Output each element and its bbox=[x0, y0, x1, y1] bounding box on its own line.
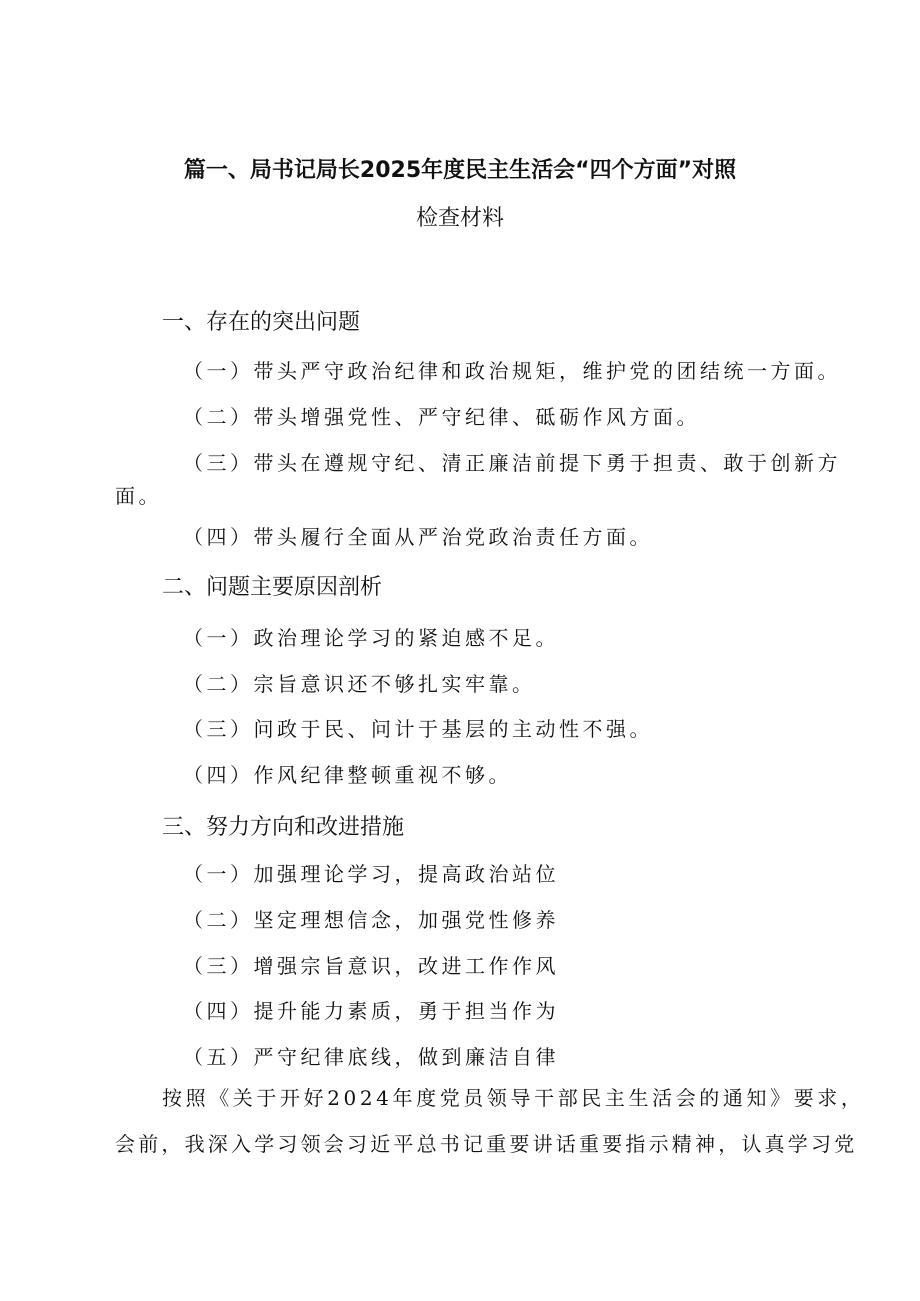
list-item: （三）带头在遵规守纪、清正廉洁前提下勇于担责、敢于创新方 bbox=[183, 451, 841, 475]
list-item: （一）政治理论学习的紧迫感不足。 bbox=[183, 626, 559, 650]
list-item: （四）带头履行全面从严治党政治责任方面。 bbox=[183, 525, 653, 549]
list-item: （二）带头增强党性、严守纪律、砥砺作风方面。 bbox=[183, 405, 700, 429]
body-paragraph-line-1: 按照《关于开好2024年度党员领导干部民主生活会的通知》要求， bbox=[162, 1086, 865, 1110]
section-heading-1: 一、存在的突出问题 bbox=[162, 310, 361, 335]
body-paragraph-line-2: 会前，我深入学习领会习近平总书记重要讲话重要指示精神，认真学习党 bbox=[115, 1132, 858, 1156]
list-item: （四）作风纪律整顿重视不够。 bbox=[183, 763, 512, 787]
list-item: （四）提升能力素质，勇于担当作为 bbox=[183, 999, 559, 1023]
list-item: （五）严守纪律底线，做到廉洁自律 bbox=[183, 1045, 559, 1069]
list-item: （一）带头严守政治纪律和政治规矩，维护党的团结统一方面。 bbox=[183, 359, 841, 383]
document-title-line-1: 篇一、局书记局长2025年度民主生活会“四个方面”对照 bbox=[183, 158, 737, 183]
list-item: （二）宗旨意识还不够扎实牢靠。 bbox=[183, 672, 536, 696]
list-item: （三）增强宗旨意识，改进工作作风 bbox=[183, 954, 559, 978]
list-item: （三）问政于民、问计于基层的主动性不强。 bbox=[183, 717, 653, 741]
section-heading-3: 三、努力方向和改进措施 bbox=[162, 815, 405, 840]
list-item-continuation: 面。 bbox=[115, 484, 162, 508]
section-heading-2: 二、问题主要原因剖析 bbox=[162, 575, 383, 600]
document-title-line-2: 检查材料 bbox=[415, 206, 504, 231]
list-item: （一）加强理论学习，提高政治站位 bbox=[183, 862, 559, 886]
list-item: （二）坚定理想信念，加强党性修养 bbox=[183, 908, 559, 932]
